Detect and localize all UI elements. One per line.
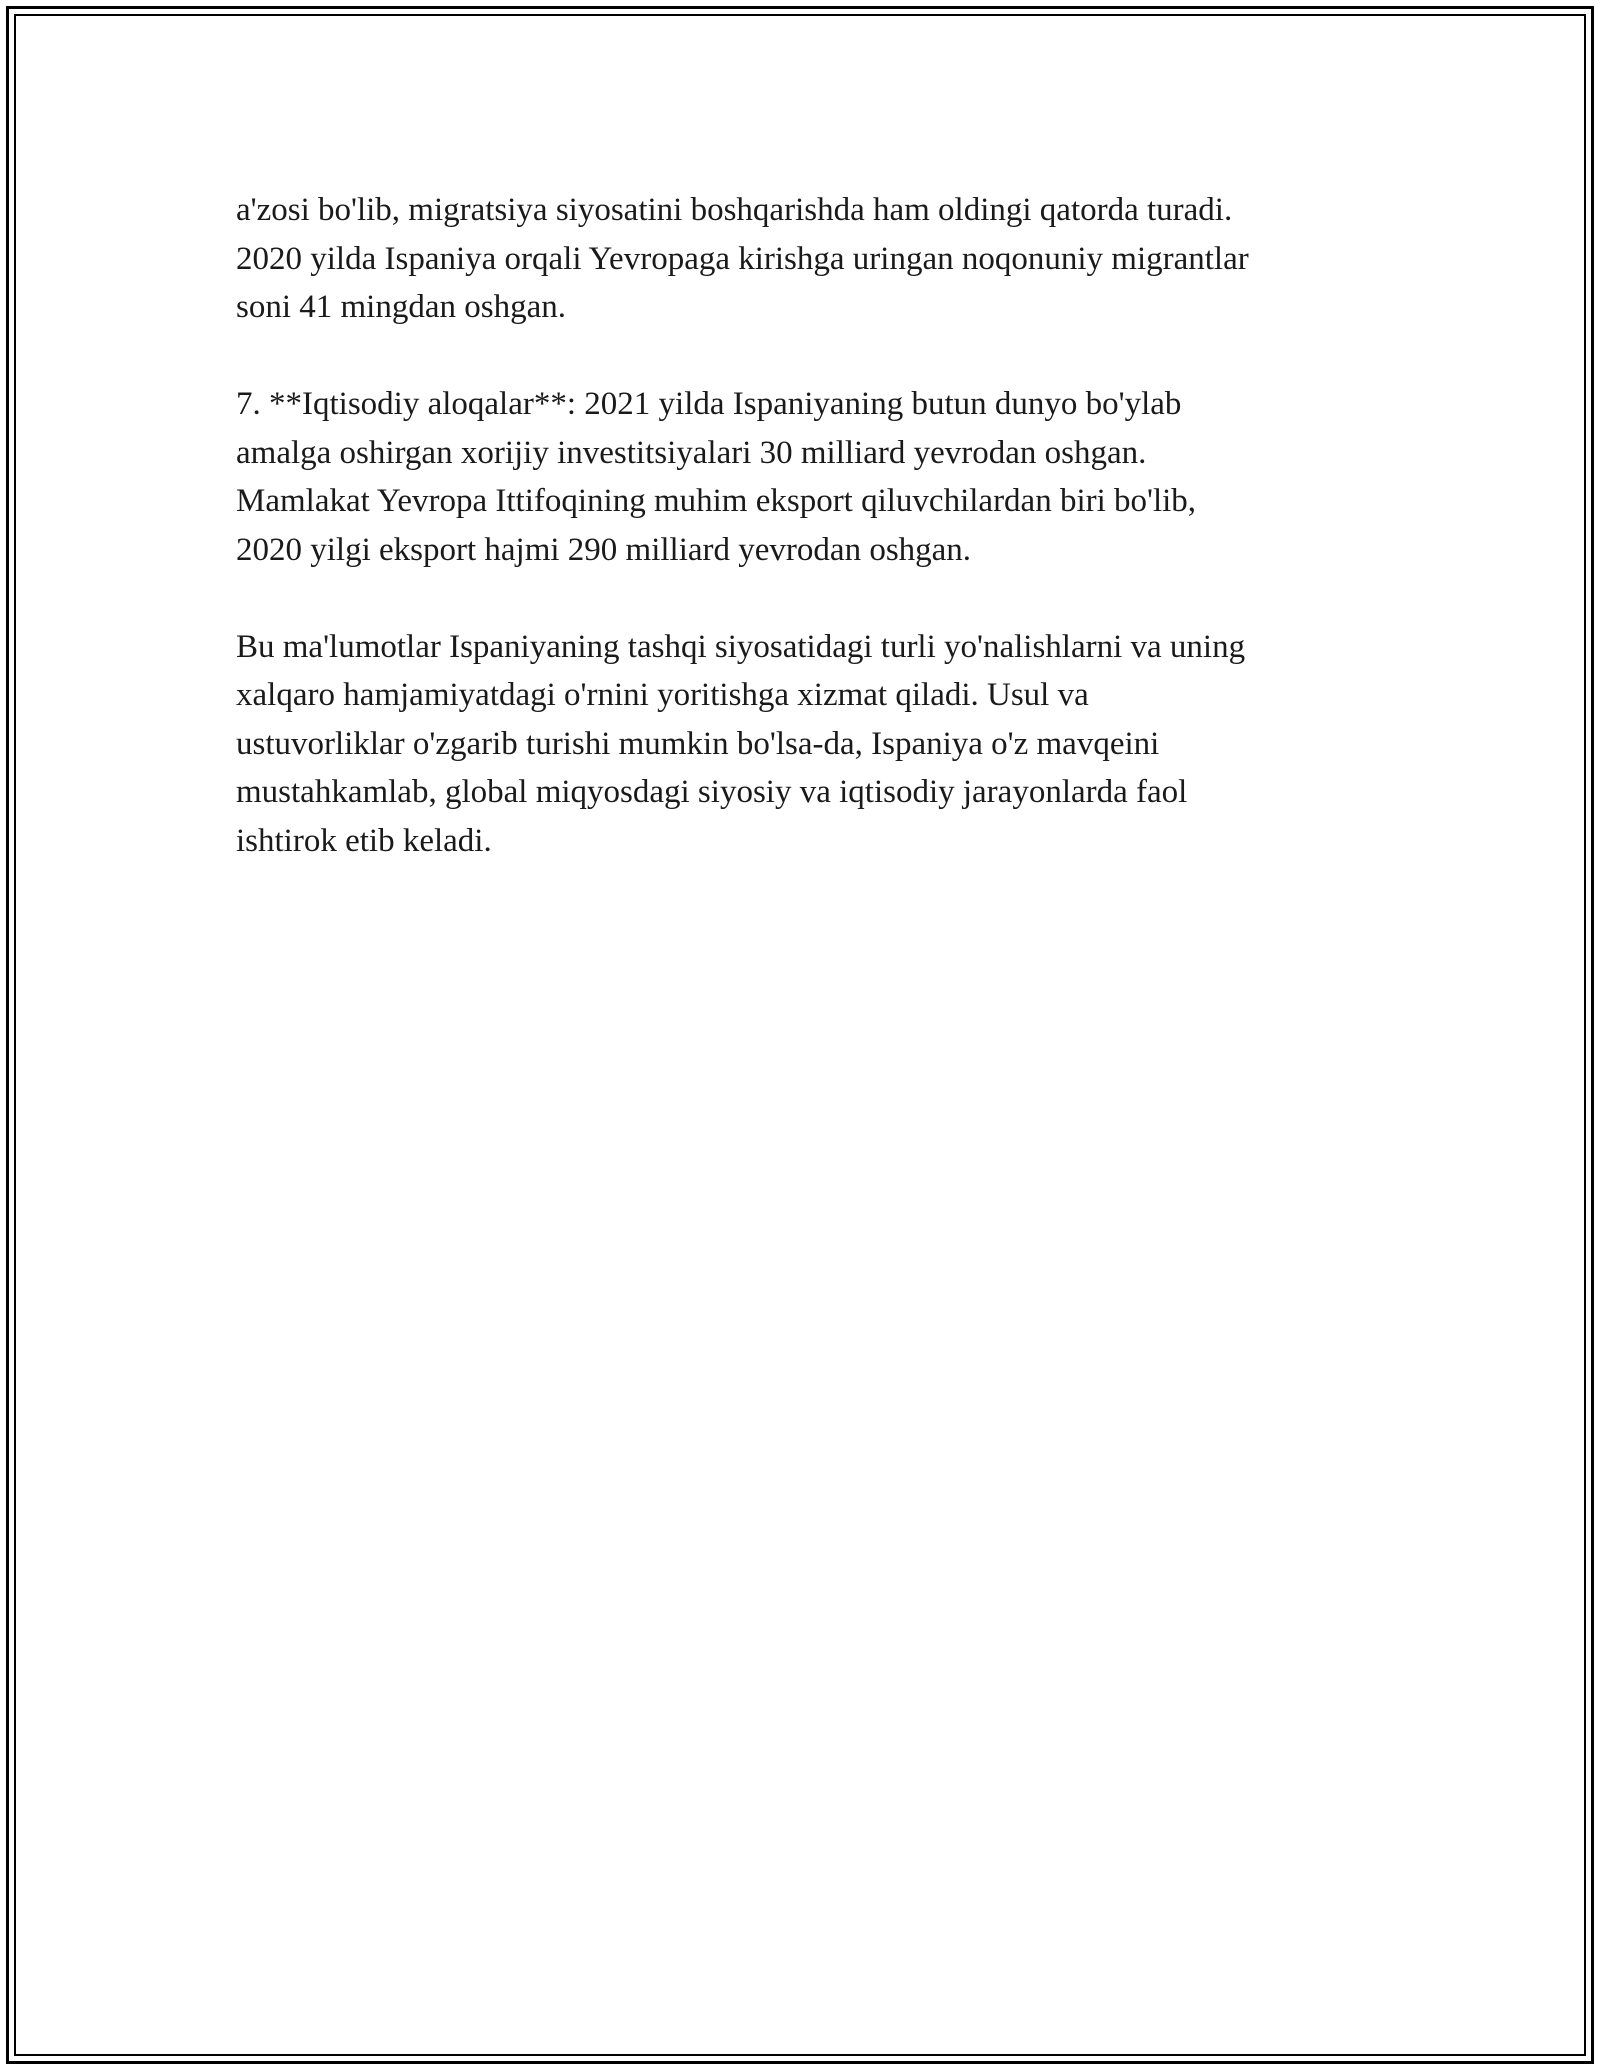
paragraph-migration: a'zosi bo'lib, migratsiya siyosatini boshqarishda ham oldingi qatorda turadi. 2020 yilda Ispaniya orqali Yevropaga kirishga uringan noqonuniy migrantlar soni 41 mingdan oshgan. [236, 192, 1249, 325]
paragraph-conclusion: Bu ma'lumotlar Ispaniyaning tashqi siyosatidagi turli yo'nalishlarni va uning xalqaro hamjamiyatdagi o'rnini yoritishga xizmat qiladi. Usul va ustuvorliklar o'zgarib turishi mumkin bo'lsa-da, Ispaniya o'z mavqeini mustahkamlab, global miqyosdagi siyosiy va iqtisodiy jarayonlarda faol ishtirok etib keladi. [236, 628, 1246, 859]
document-body [236, 186, 1386, 914]
paragraph-economic-relations: 7. **Iqtisodiy aloqalar**: 2021 yilda Ispaniyaning butun dunyo bo'ylab amalga oshirgan xorijiy investitsiyalari 30 milliard yevrodan oshgan. Mamlakat Yevropa Ittifoqining muhim eksport qiluvchilardan biri bo'lib, 2020 yilgi eksport hajmi 290 milliard yevrodan oshgan. [236, 386, 1197, 568]
